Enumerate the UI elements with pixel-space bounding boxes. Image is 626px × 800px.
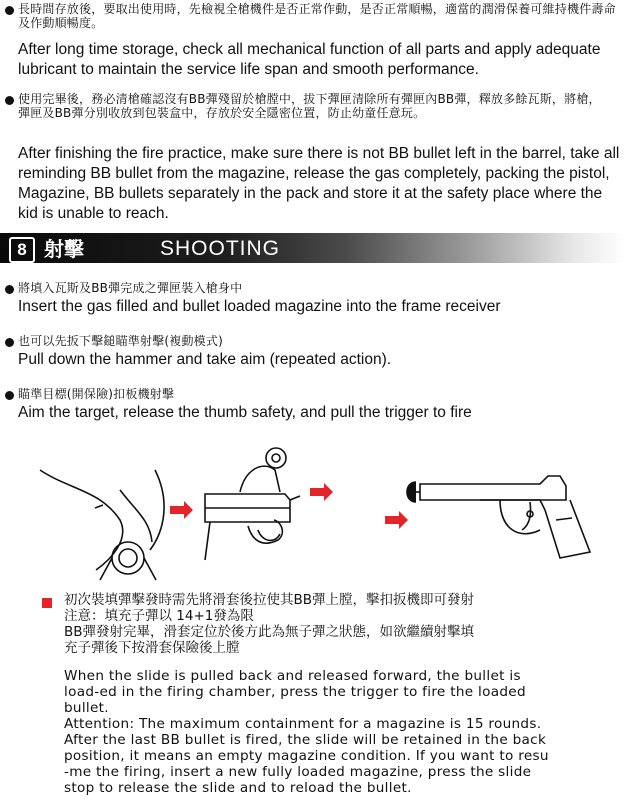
after-use-text-zh: 使用完畢後，務必清槍確認沒有BB彈殘留於槍膛中，拔下彈匣清除所有彈匣內BB彈，釋放多餘瓦斯，將槍，彈匣及BB彈分別收放到包裝盒中，存放於安全隱密位置，防止幼童任意玩。: [18, 92, 601, 120]
arrow-right-icon: [385, 511, 408, 529]
step-3-zh: 瞄準目標(開保險)扣板機射擊: [18, 387, 175, 401]
bullet-dot: [5, 285, 14, 294]
note-line-en: bullet.: [64, 700, 109, 716]
section-title-en: SHOOTING: [160, 237, 281, 260]
note-line-en: After the last BB bullet is fired, the slide will be retained in the back: [64, 732, 547, 748]
step-1-en: Insert the gas filled and bullet loaded magazine into the frame receiver: [18, 298, 501, 315]
section-header-band: [0, 233, 626, 263]
section-number-badge: 8: [9, 237, 35, 263]
note-line-zh: 注意：填充子彈以 14+1發為限: [64, 608, 254, 624]
bullet-dot: [5, 391, 14, 400]
shooting-illustration: [0, 430, 626, 590]
pistol-drawing: [407, 476, 590, 558]
note-text-zh: [64, 592, 624, 656]
bullet-dot: [5, 6, 14, 15]
bullet-dot: [5, 338, 14, 347]
note-line-en: Attention: The maximum containment for a magazine is 15 rounds.: [64, 716, 542, 732]
note-marker: [42, 598, 52, 608]
arrow-right-icon: [310, 483, 333, 501]
storage-text-zh: 長時間存放後，要取出使用時，先檢視全槍機件是否正常作動，是否正常順暢，適當的潤滑保養可維持機件壽命及作動順暢度。: [18, 2, 616, 30]
arrow-right-icon: [170, 501, 193, 519]
after-use-text-en: After finishing the fire practice, make sure there is not BB bullet left in the barrel, take all reminding BB bullet from the magazine, release the gas completely, packing the pistol, Magazine, BB bullets separately in the pack and store it at the safety place where the kid is unable to reach.: [18, 145, 620, 222]
note-line-en: load-ed in the firing chamber, press the trigger to fire the loaded: [64, 684, 526, 700]
note-text-en: [64, 668, 624, 796]
step-3-en: Aim the target, release the thumb safety, and pull the trigger to fire: [18, 404, 472, 421]
note-line-zh: BB彈發射完畢，滑套定位於後方此為無子彈之狀態，如欲繼續射擊填: [64, 624, 475, 640]
section-title-zh: 射擊: [44, 237, 84, 261]
note-line-en: When the slide is pulled back and released forward, the bullet is: [64, 668, 521, 684]
step-1-zh: 將填入瓦斯及BB彈完成之彈匣裝入槍身中: [18, 281, 243, 295]
hand-insert-magazine-drawing: [40, 470, 164, 580]
bullet-dot: [5, 96, 14, 105]
hammer-slide-drawing: [205, 448, 300, 560]
note-line-en: -me the firing, insert a new fully loaded magazine, press the slide: [64, 764, 532, 780]
step-2-zh: 也可以先扳下擊鎚瞄準射擊(複動模式): [18, 334, 223, 348]
storage-text-en: After long time storage, check all mechanical function of all parts and apply adequate lubricant to maintain the service life span and smooth performance.: [18, 41, 601, 78]
note-line-zh: 初次裝填彈擊發時需先將滑套後拉使其BB彈上膛，擊扣扳機即可發射: [64, 592, 475, 608]
step-2-en: Pull down the hammer and take aim (repeated action).: [18, 351, 392, 368]
note-line-en: stop to release the slide and to reload the bullet.: [64, 780, 412, 796]
note-line-en: position, it means an empty magazine condition. If you want to resu: [64, 748, 549, 764]
note-line-zh: 充子彈後下按滑套保險後上膛: [64, 640, 240, 656]
